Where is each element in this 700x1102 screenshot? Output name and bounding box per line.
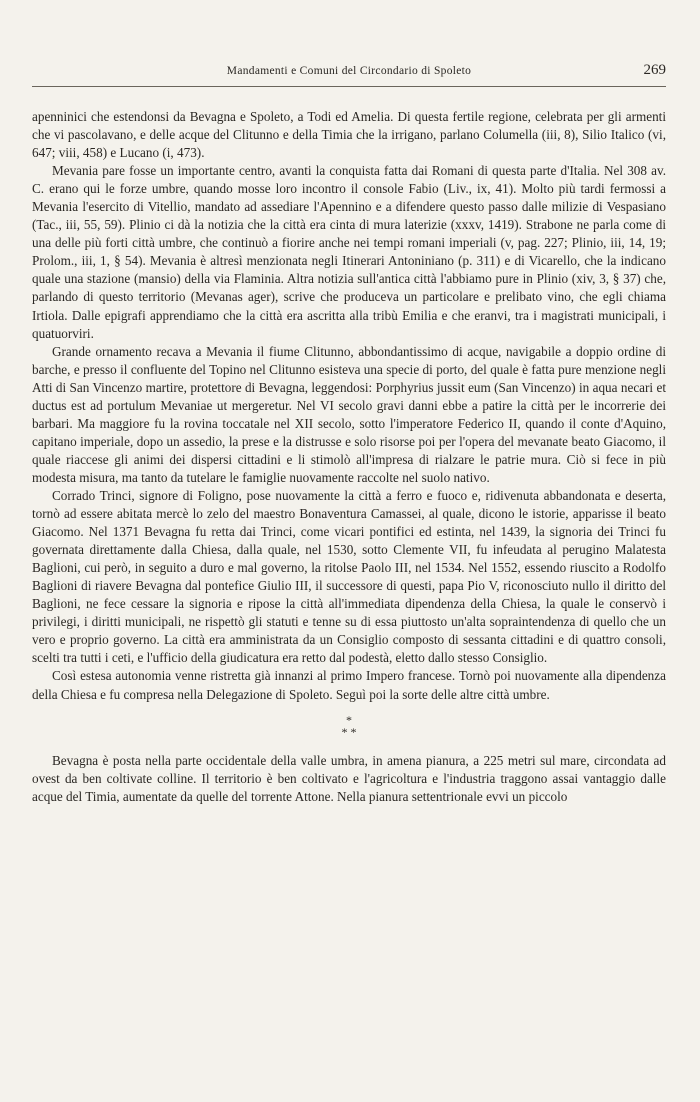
page-number: 269 — [643, 62, 666, 78]
section-separator — [32, 714, 666, 738]
paragraph-1: apenninici che estendonsi da Bevagna e Spoleto, a Todi ed Amelia. Di questa fertile regione, celebrata per gli armenti che vi pascolavano, e delle acque del Clitunno e della Timia che la irrigano, parlano Columella (iii, 8), Silio Italico (vi, 647; viii, 458) e Lucano (i, 473). — [32, 109, 666, 161]
separator-star-bottom: * * — [341, 724, 357, 739]
paragraph-6: Bevagna è posta nella parte occidentale della valle umbra, in amena pianura, a 225 metri sul mare, circondata ad ovest da ben coltivate colline. Il territorio è ben coltivato e l'agricoltura e l'industria traggono assai vantaggio dalle acque del Timia, aumentate da quelle del torrente Attone. Nella pianura settentrionale evvi un piccolo — [32, 752, 666, 804]
header-rule — [32, 86, 666, 87]
paragraph-2: Mevania pare fosse un importante centro, avanti la conquista fatta dai Romani di questa parte d'Italia. Nel 308 av. C. erano qui le forze umbre, quando mosse loro incontro il console Fabio (Liv., ix, 41). Molto più tardi fermossi a Mevania l'esercito di Vitellio, mandato ad assediare l'Apennino e a difendere questo passo dalle milizie di Vespasiano (Tac., iii, 55, 59). Plinio ci dà la notizia che la città era cinta di mura laterizie (xxxv, 1419). Strabone ne parla come di una delle più forti città umbre, che continuò a fiorire anche nei tempi romani imperiali (v, pag. 227; Plinio, iii, 14, 19; Prolom., iii, 1, § 54). Mevania è altresì menzionata negli Itinerari Antoniniano (p. 311) e di Vicarello, che la indicano quale una stazione (mansio) della via Flaminia. Altra notizia sull'antica città l'abbiamo pure in Plinio (xiv, 3, § 37) che, parlando di questo territorio (Mevanas ager), scrive che produceva un particolare e prelibato vino, che egli chiama Irtiola. Dalle epigrafi apprendiamo che la città era ascritta alla tribù Emilia e che eranvi, tra i magistrati municipali, i quatuorviri. — [32, 163, 666, 341]
running-head: Mandamenti e Comuni del Circondario di Spoleto — [226, 65, 472, 77]
paragraph-3: Grande ornamento recava a Mevania il fiume Clitunno, abbondantissimo di acque, navigabile a doppio ordine di barche, e presso il confluente del Topino nel Clitunno esisteva una specie di porto, del quale è fatta pure menzione negli Atti di San Vincenzo martire, protettore di Bevagna, leggendosi: Porphyrius jussit eum (San Vincenzo) in aqua necari et ductus est ad portulum Mevaniae ut mergeretur. Nel VI secolo gravi danni ebbe a patire la città per le incorrerie dei barbari. Ma maggiore fu la rovina toccatale nel XII secolo, sotto l'imperatore Federico II, quando il conte d'Aquino, capitano imperiale, dopo un assedio, la prese e la distrusse e solo risorse poi per l'opera del mevanate beato Giacomo, il quale riaccese gli animi dei dispersi cittadini e li stimolò all'impresa di rialzare le patrie mura. Ciò si fece in più modesta misura, ma tanto da tutelare le famiglie nuovamente raccolte nel suolo nativo. — [32, 343, 666, 485]
page-header — [32, 62, 666, 82]
body-text — [32, 108, 666, 806]
separator-star-top: * — [346, 712, 352, 727]
paragraph-4: Corrado Trinci, signore di Foligno, pose nuovamente la città a ferro e fuoco e, ridivenuta abbandonata e deserta, tornò ad essere abitata mercè lo zelo del maestro Bonaventura Camassei, al quale, dicono le istorie, apparisse il beato Giacomo. Nel 1371 Bevagna fu retta dai Trinci, come vicari pontifici ed estinta, nel 1439, la signoria dei Trinci fu governata direttamente dalla Chiesa, dalla quale, nel 1530, sotto Clemente VII, fu infeudata al perugino Malatesta Baglioni, cui però, in seguito a duro e mal governo, la ritolse Paolo III, nel 1534. Nel 1552, essendo riuscito a Rodolfo Baglioni di riavere Bevagna dal pontefice Giulio III, il successore di questi, papa Pio V, riconosciuto nullo il diritto del Baglioni, ne fece cessare la signoria e ripose la città all'immediata dipendenza della Chiesa, la quale le conservò i privilegi, i diritti municipali, ne rispettò gli statuti e tenne su di essa piuttosto un'alta sopraintendenza di quello che un vero e proprio governo. La città era amministrata da un Consiglio composto di sessanta cittadini e di quattro consoli, scelti tra tutti i ceti, e l'ufficio della giudicatura era retto dal podestà, eletto dallo stesso Consiglio. — [32, 487, 666, 666]
paragraph-5: Così estesa autonomia venne ristretta già innanzi al primo Impero francese. Tornò poi nuovamente alla dipendenza della Chiesa e fu compresa nella Delegazione di Spoleto. Seguì poi la sorte delle altre città umbre. — [32, 668, 666, 702]
